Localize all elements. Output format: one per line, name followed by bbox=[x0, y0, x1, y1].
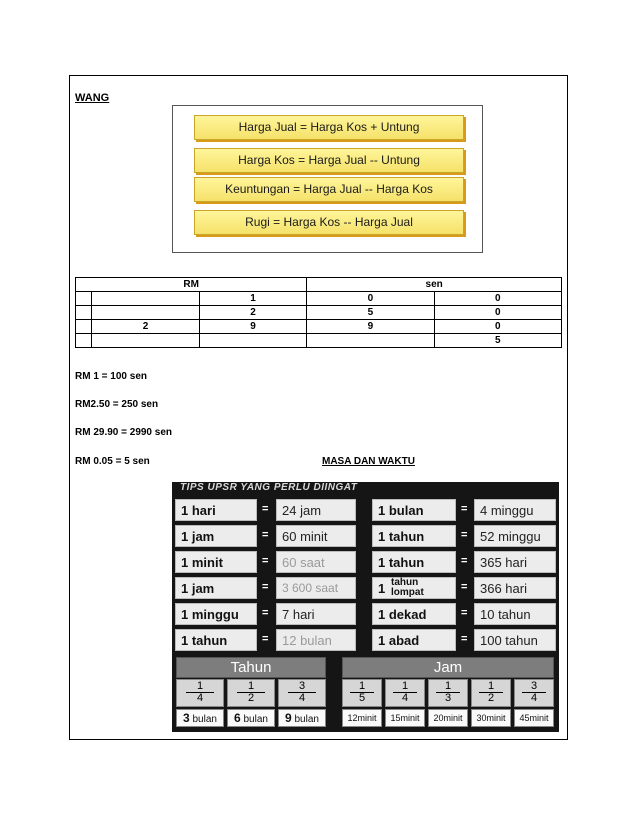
time-tips-title: TIPS UPSR YANG PERLU DIINGAT bbox=[180, 482, 358, 493]
table-cell: 0 bbox=[434, 292, 561, 306]
table-cell: 5 bbox=[307, 306, 434, 320]
table-cell: 1 bbox=[199, 292, 307, 306]
unit-cell: 1 tahun bbox=[372, 551, 456, 573]
unit-cell: 1 jam bbox=[175, 577, 257, 599]
numerator: 3 bbox=[298, 680, 306, 692]
unit-cell: 1 bulan bbox=[372, 499, 456, 521]
fraction-tile bbox=[514, 679, 554, 707]
table-cell bbox=[92, 306, 199, 320]
equation-2: RM2.50 = 250 sen bbox=[75, 399, 159, 410]
equals-sign: = bbox=[262, 555, 269, 567]
unit-cell bbox=[372, 577, 456, 599]
header-sen: sen bbox=[307, 278, 562, 292]
value-cell: 24 jam bbox=[276, 499, 356, 521]
jam-band: Jam bbox=[342, 657, 554, 678]
value-unit: bulan bbox=[192, 714, 217, 725]
unit-label: tahun lompat bbox=[391, 577, 424, 598]
value-cell: 7 hari bbox=[276, 603, 356, 625]
value-cell: 52 minggu bbox=[474, 525, 556, 547]
equals-sign: = bbox=[461, 555, 468, 567]
table-cell: 9 bbox=[307, 320, 434, 334]
table-row bbox=[76, 334, 562, 348]
value-cell: 3 600 saat bbox=[276, 577, 356, 599]
money-table bbox=[75, 277, 562, 348]
fraction-value bbox=[176, 709, 224, 727]
numerator: 1 bbox=[247, 680, 255, 692]
numerator: 1 bbox=[444, 680, 452, 692]
unit-cell: 1 hari bbox=[175, 499, 257, 521]
value-unit: bulan bbox=[294, 714, 319, 725]
equation-1: RM 1 = 100 sen bbox=[75, 371, 147, 382]
table-cell: 0 bbox=[434, 306, 561, 320]
table-cell bbox=[76, 320, 92, 334]
value-cell: 60 saat bbox=[276, 551, 356, 573]
equals-sign: = bbox=[461, 503, 468, 515]
table-cell: 9 bbox=[199, 320, 307, 334]
table-cell bbox=[92, 292, 199, 306]
value-cell: 10 tahun bbox=[474, 603, 556, 625]
formula-harga-jual: Harga Jual = Harga Kos + Untung bbox=[194, 115, 464, 140]
formula-box bbox=[172, 105, 483, 253]
table-header-row bbox=[76, 278, 562, 292]
value-cell: 4 minggu bbox=[474, 499, 556, 521]
fraction-value: 12minit bbox=[342, 709, 382, 727]
equals-sign: = bbox=[461, 607, 468, 619]
table-cell: 0 bbox=[434, 320, 561, 334]
value-number: 6 bbox=[234, 711, 241, 725]
fraction-tile bbox=[227, 679, 275, 707]
unit-cell: 1 abad bbox=[372, 629, 456, 651]
heading-masa: MASA DAN WAKTU bbox=[322, 456, 415, 467]
equals-sign: = bbox=[461, 581, 468, 593]
formula-rugi: Rugi = Harga Kos -- Harga Jual bbox=[194, 210, 464, 235]
denominator: 4 bbox=[522, 692, 546, 704]
value-cell: 60 minit bbox=[276, 525, 356, 547]
table-row bbox=[76, 320, 562, 334]
unit-cell: 1 tahun bbox=[372, 525, 456, 547]
denominator: 5 bbox=[350, 692, 374, 704]
unit-cell: 1 tahun bbox=[175, 629, 257, 651]
value-number: 3 bbox=[183, 711, 190, 725]
fraction-value: 15minit bbox=[385, 709, 425, 727]
formula-keuntungan: Keuntungan = Harga Jual -- Harga Kos bbox=[194, 177, 464, 202]
unit-cell: 1 minit bbox=[175, 551, 257, 573]
table-cell bbox=[76, 292, 92, 306]
denominator: 4 bbox=[393, 692, 417, 704]
equals-sign: = bbox=[262, 633, 269, 645]
value-unit: bulan bbox=[243, 714, 268, 725]
table-cell: 2 bbox=[92, 320, 199, 334]
denominator: 2 bbox=[479, 692, 503, 704]
equals-sign: = bbox=[262, 581, 269, 593]
fraction-tile bbox=[342, 679, 382, 707]
denominator: 4 bbox=[186, 692, 214, 704]
value-cell: 365 hari bbox=[474, 551, 556, 573]
heading-wang: WANG bbox=[75, 92, 110, 104]
table-cell bbox=[76, 334, 92, 348]
denominator: 2 bbox=[237, 692, 265, 704]
denominator: 4 bbox=[288, 692, 316, 704]
table-row bbox=[76, 292, 562, 306]
fraction-value: 20minit bbox=[428, 709, 468, 727]
fraction-tile bbox=[385, 679, 425, 707]
header-rm: RM bbox=[76, 278, 307, 292]
numerator: 1 bbox=[401, 680, 409, 692]
fraction-tile bbox=[176, 679, 224, 707]
table-row bbox=[76, 306, 562, 320]
equation-4: RM 0.05 = 5 sen bbox=[75, 456, 150, 467]
fraction-value bbox=[278, 709, 326, 727]
equals-sign: = bbox=[461, 633, 468, 645]
equals-sign: = bbox=[262, 529, 269, 541]
value-number: 9 bbox=[285, 711, 292, 725]
time-infographic bbox=[172, 482, 559, 732]
fraction-value: 45minit bbox=[514, 709, 554, 727]
numerator: 1 bbox=[358, 680, 366, 692]
equals-sign: = bbox=[262, 607, 269, 619]
table-cell: 5 bbox=[434, 334, 561, 348]
value-cell: 100 tahun bbox=[474, 629, 556, 651]
fraction-tile bbox=[471, 679, 511, 707]
fraction-value bbox=[227, 709, 275, 727]
table-cell bbox=[92, 334, 199, 348]
denominator: 3 bbox=[436, 692, 460, 704]
formula-harga-kos: Harga Kos = Harga Jual -- Untung bbox=[194, 148, 464, 173]
fraction-tile bbox=[428, 679, 468, 707]
numerator: 1 bbox=[196, 680, 204, 692]
unit-cell: 1 dekad bbox=[372, 603, 456, 625]
equals-sign: = bbox=[262, 503, 269, 515]
equation-3: RM 29.90 = 2990 sen bbox=[75, 427, 173, 438]
unit-number: 1 bbox=[378, 581, 386, 596]
fraction-tile bbox=[278, 679, 326, 707]
unit-cell: 1 minggu bbox=[175, 603, 257, 625]
fraction-value: 30minit bbox=[471, 709, 511, 727]
unit-cell: 1 jam bbox=[175, 525, 257, 547]
table-cell: 0 bbox=[307, 292, 434, 306]
value-cell: 366 hari bbox=[474, 577, 556, 599]
table-cell: 2 bbox=[199, 306, 307, 320]
value-cell: 12 bulan bbox=[276, 629, 356, 651]
table-cell bbox=[199, 334, 307, 348]
equals-sign: = bbox=[461, 529, 468, 541]
numerator: 3 bbox=[530, 680, 538, 692]
numerator: 1 bbox=[487, 680, 495, 692]
table-cell bbox=[76, 306, 92, 320]
table-cell bbox=[307, 334, 434, 348]
tahun-band: Tahun bbox=[176, 657, 326, 678]
